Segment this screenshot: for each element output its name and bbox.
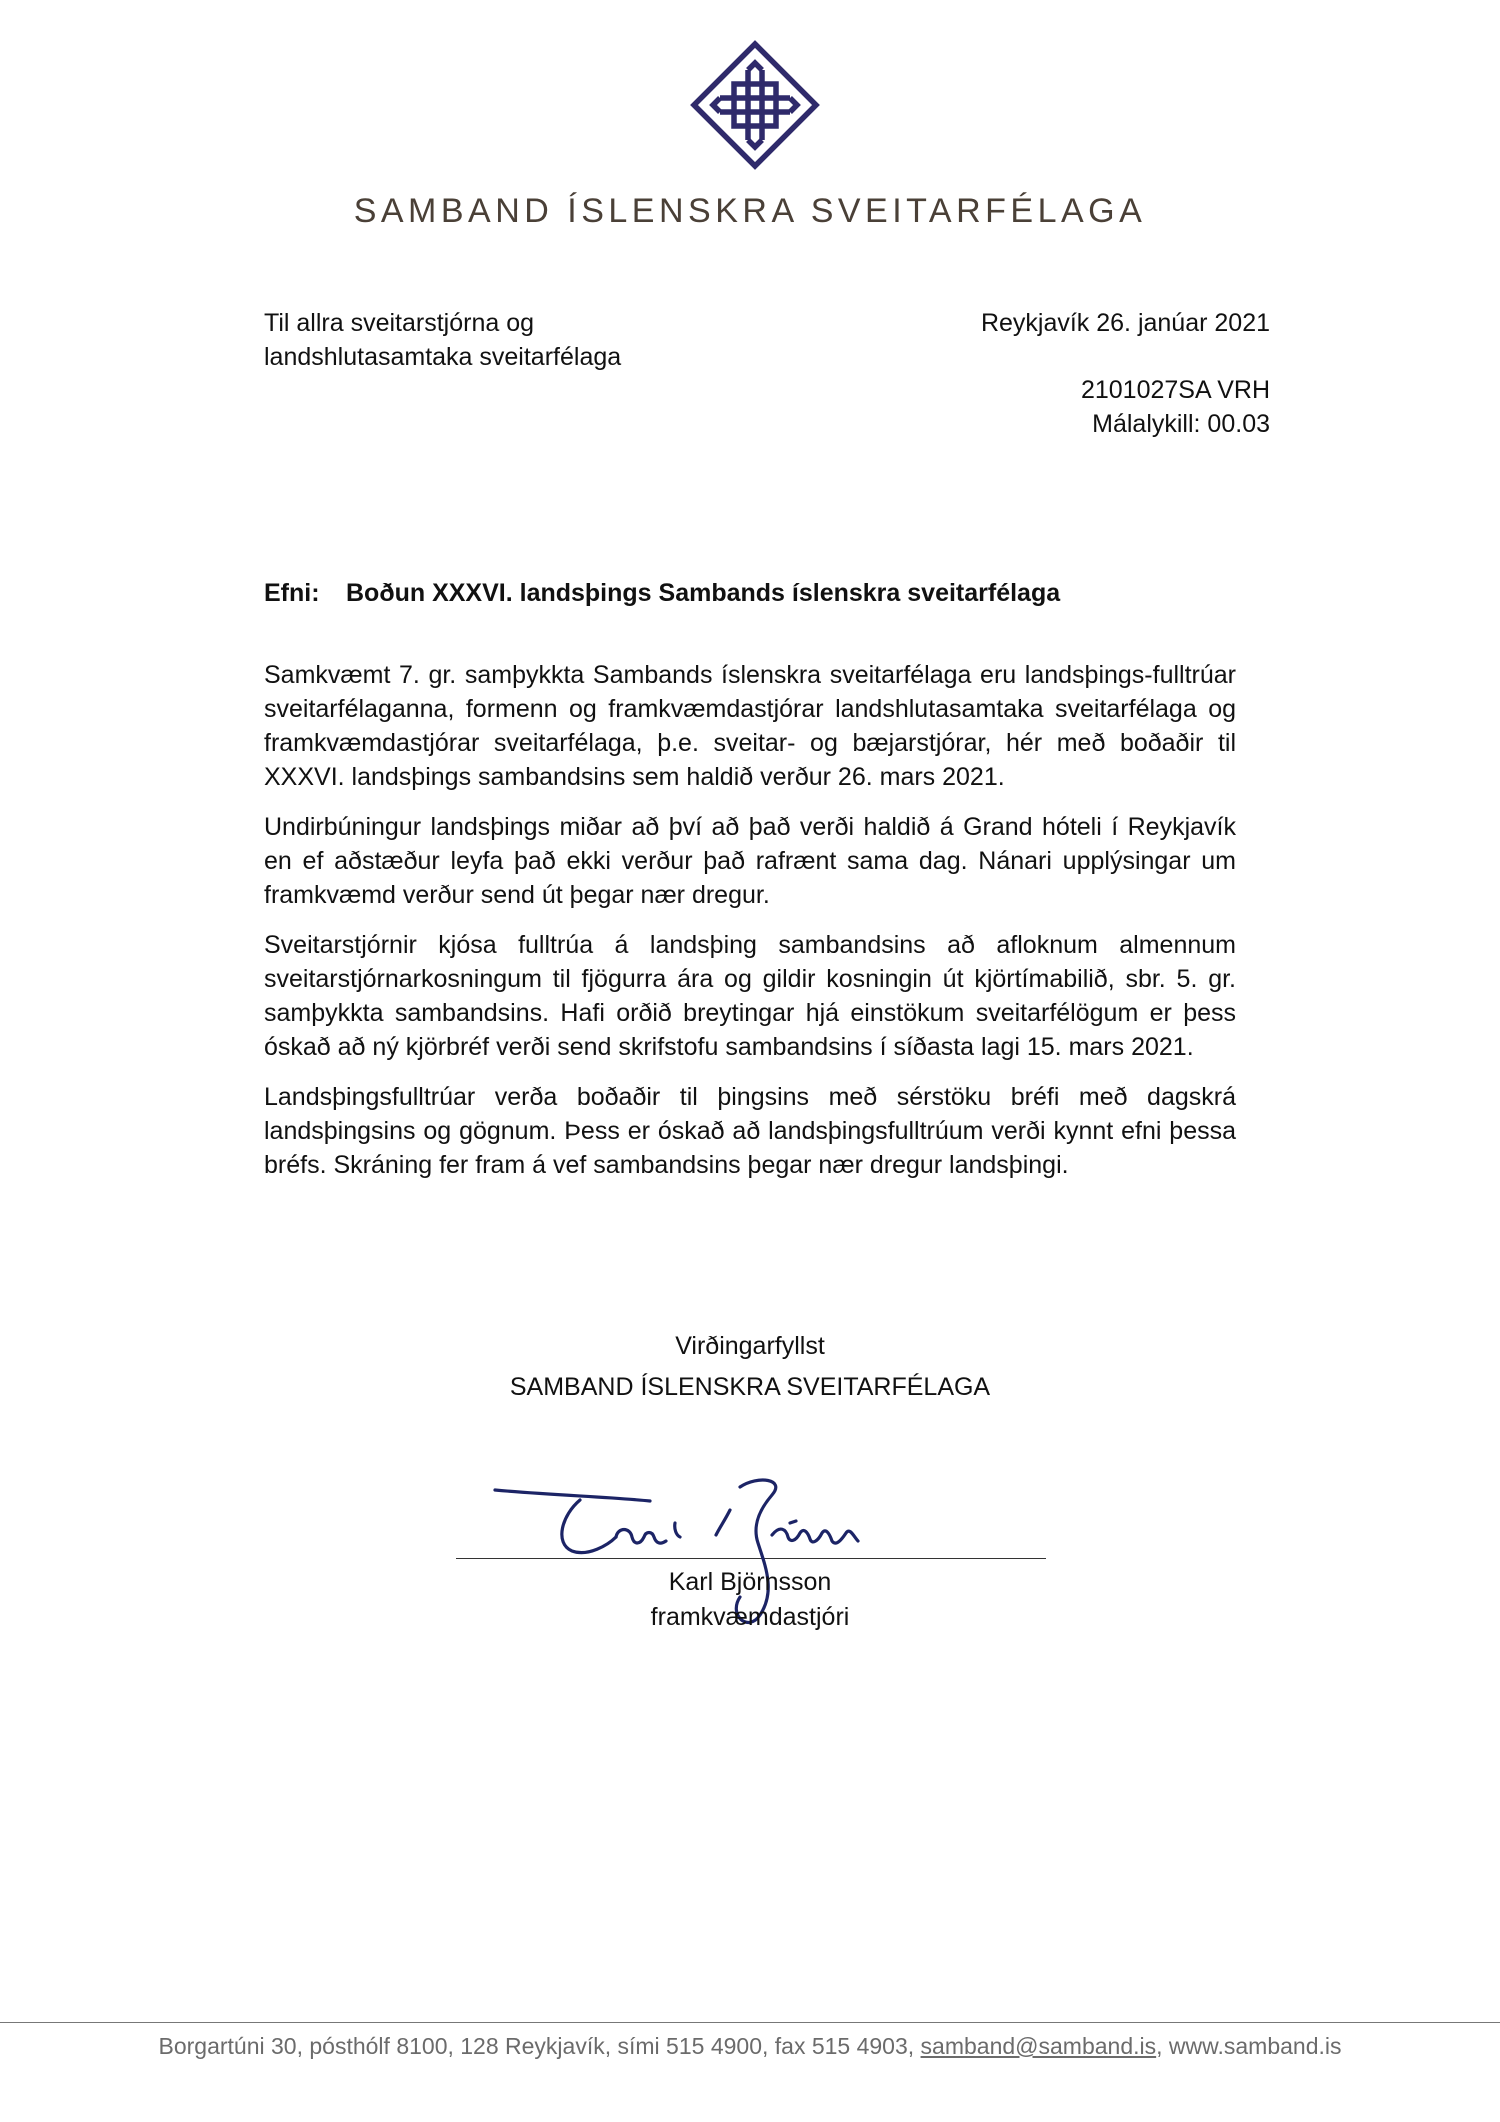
recipient-address	[264, 306, 621, 374]
letter-body	[264, 658, 1236, 1198]
body-paragraph: Sveitarstjórnir kjósa fulltrúa á landsþing sambandsins að afloknum almennum sveitarstjórnarkosningum til fjögurra ára og gildir kosningin út kjörtímabilið, sbr. 5. gr. samþykkta sambandsins. Hafi orðið breytingar hjá einstökum sveitarfélögum er þess óskað að ný kjörbréf verði send skrifstofu sambandsins í síðasta lagi 15. mars 2021.	[264, 931, 1236, 1061]
signer-block	[0, 1565, 1500, 1635]
subject-line	[264, 576, 1060, 610]
recipient-line-1: Til allra sveitarstjórna og	[264, 309, 535, 337]
samband-knot-logo-icon	[690, 40, 820, 170]
footer-address: Borgartúni 30, pósthólf 8100, 128 Reykjavík, sími 515 4900, fax 515 4903,	[158, 2033, 921, 2059]
subject-text: Boðun XXXVI. landsþings Sambands íslenskra sveitarfélaga	[346, 579, 1061, 607]
closing-salutation: Virðingarfyllst	[675, 1332, 825, 1360]
subject-label: Efni:	[264, 579, 320, 607]
footer-email-link[interactable]: samband@samband.is	[920, 2033, 1157, 2059]
letter-date: Reykjavík 26. janúar 2021	[980, 309, 1270, 337]
footer-website[interactable]: , www.samband.is	[1156, 2033, 1342, 2059]
case-key: Málalykill: 00.03	[1092, 410, 1270, 438]
signer-name: Karl Björnsson	[668, 1568, 832, 1596]
reference-number: 2101027SA VRH	[1080, 376, 1270, 404]
footer-divider	[0, 2022, 1500, 2023]
footer-contact	[0, 2033, 1500, 2060]
closing-organization: SAMBAND ÍSLENSKRA SVEITARFÉLAGA	[509, 1373, 991, 1401]
body-paragraph: Undirbúningur landsþings miðar að því að það verði haldið á Grand hóteli í Reykjavík en ef aðstæður leyfa það ekki verður það rafrænt sama dag. Nánari upplýsingar um framkvæmd verður send út þegar nær dregur.	[264, 813, 1236, 909]
recipient-line-2: landshlutasamtaka sveitarfélaga	[264, 343, 622, 371]
body-paragraph: Samkvæmt 7. gr. samþykkta Sambands íslenskra sveitarfélaga eru landsþings-fulltrúar sveitarfélaganna, formenn og framkvæmdastjórar landshlutasamtaka sveitarfélaga og framkvæmdastjórar sveitarfélaga, þ.e. sveitar- og bæjarstjórar, hér með boðaðir til XXXVI. landsþings sambandsins sem haldið verður 26. mars 2021.	[264, 661, 1236, 791]
closing-block	[0, 1326, 1500, 1408]
signer-title: framkvæmdastjóri	[650, 1603, 850, 1631]
reference-block	[1081, 373, 1270, 441]
body-paragraph: Landsþingsfulltrúar verða boðaðir til þingsins með sérstöku bréfi með dagskrá landsþingsins og gögnum. Þess er óskað að landsþingsfulltrúum verði kynnt efni þessa bréfs. Skráning fer fram á vef sambandsins þegar nær dregur landsþingi.	[264, 1083, 1236, 1179]
organization-name: SAMBAND ÍSLENSKRA SVEITARFÉLAGA	[353, 192, 1147, 230]
